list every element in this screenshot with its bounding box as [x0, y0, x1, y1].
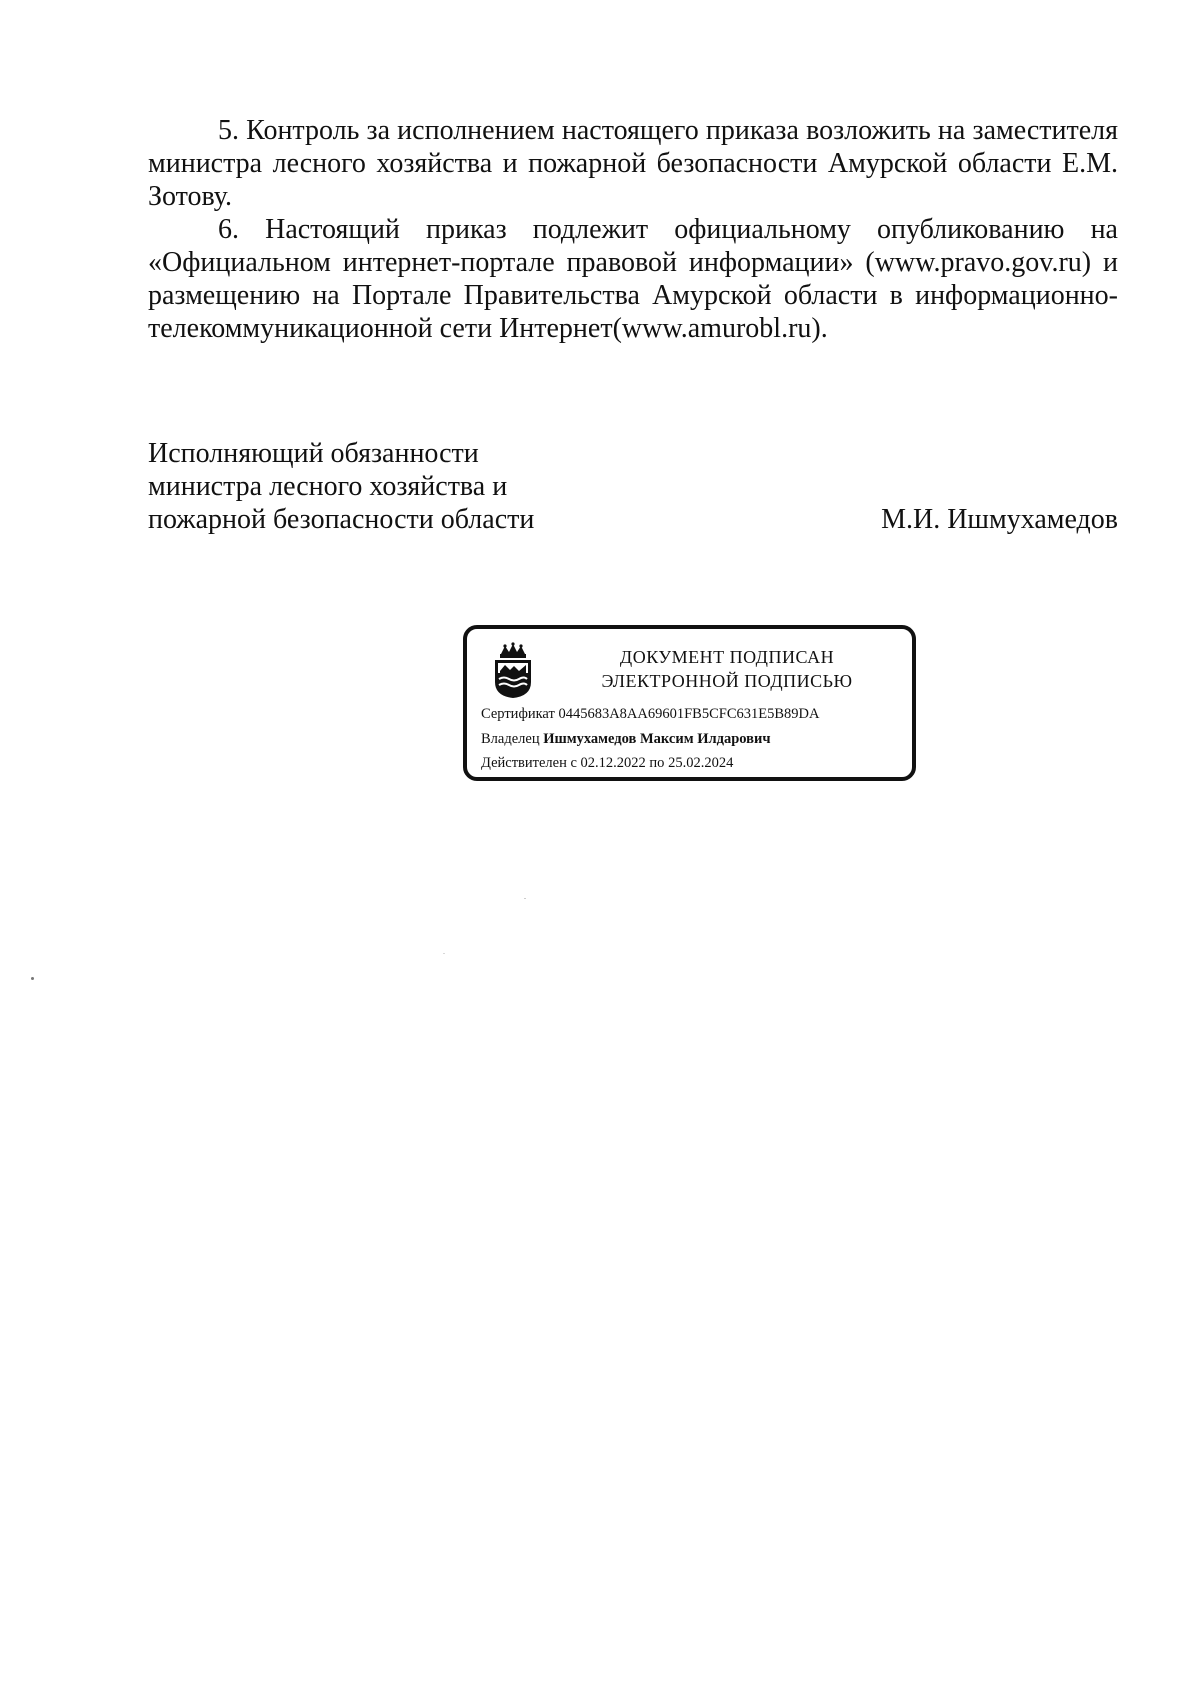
scan-speck: [31, 977, 34, 980]
order-body: [148, 114, 1118, 345]
valid-from: 02.12.2022: [580, 755, 646, 771]
owner-value: Ишмухамедов Максим Илдарович: [543, 731, 771, 747]
stamp-heading-line: ЭЛЕКТРОННОЙ ПОДПИСЬЮ: [601, 671, 853, 691]
owner-line: [481, 730, 771, 748]
validity-label: Действителен с: [481, 755, 577, 771]
signer-position-line: министра лесного хозяйства и: [148, 471, 508, 502]
paragraph-6: 6. Настоящий приказ подлежит официальному опубликованию на «Официальном интернет-портале правовой информации» (www.pravo.gov.ru) и размещению на Портале Правительства Амурской области в информационно-телекоммуникационной сети Интернет(www.amurobl.ru).: [148, 214, 1118, 344]
certificate-label: Сертификат: [481, 706, 555, 722]
scan-speck: [524, 898, 526, 899]
valid-to: 25.02.2024: [668, 755, 734, 771]
signer-position-line: пожарной безопасности области: [148, 504, 535, 535]
certificate-line: [481, 705, 819, 723]
coat-of-arms-icon: [491, 642, 535, 700]
electronic-signature-stamp: [463, 625, 916, 781]
signer-position-line: Исполняющий обязанности: [148, 438, 479, 469]
signature-block: [148, 437, 1118, 536]
owner-label: Владелец: [481, 731, 540, 747]
paragraph-5: 5. Контроль за исполнением настоящего приказа возложить на заместителя министра лесного хозяйства и пожарной безопасности Амурской области Е.М. Зотову.: [148, 115, 1118, 212]
signer-position: [148, 437, 708, 536]
scan-speck: [443, 953, 445, 954]
stamp-heading-line: ДОКУМЕНТ ПОДПИСАН: [619, 647, 835, 667]
validity-to-label: по: [649, 755, 665, 771]
validity-line: [481, 754, 733, 772]
certificate-value: 0445683A8AA69601FB5CFC631E5B89DA: [558, 706, 820, 722]
signer-name: М.И. Ишмухамедов: [881, 504, 1118, 535]
stamp-heading: [557, 645, 897, 693]
